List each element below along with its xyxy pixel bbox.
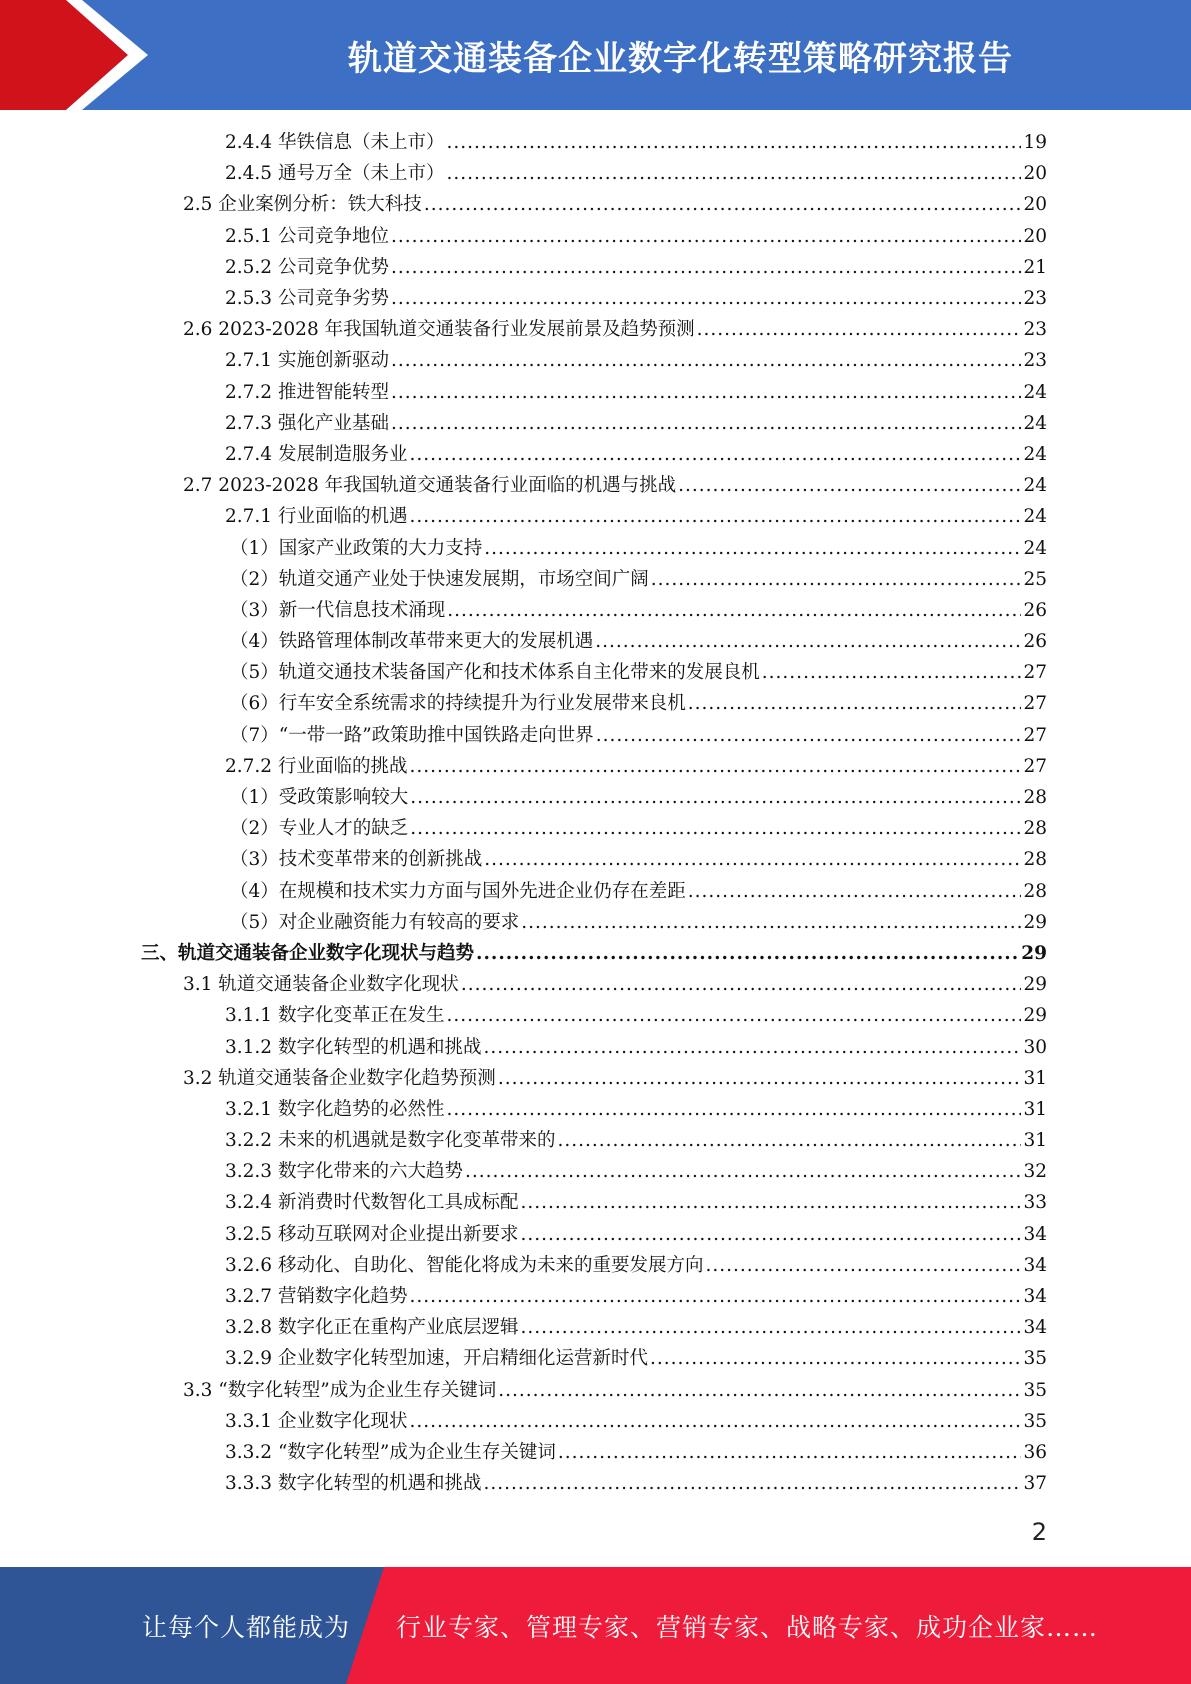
toc-leader-dots [705, 1250, 1021, 1281]
toc-entry-title: 2.5.2 公司竞争优势 [225, 256, 389, 278]
toc-entry-title: 3.3.3 数字化转型的机遇和挑战 [225, 1473, 482, 1495]
toc-leader-dots [498, 1375, 1021, 1406]
toc-entry-title: 3.2.9 企业数字化转型加速，开启精细化运营新时代 [225, 1348, 648, 1370]
toc-entry-page: 27 [1023, 755, 1047, 777]
toc-entry[interactable] [0, 1375, 1191, 1406]
toc-leader-dots [688, 688, 1022, 719]
toc-entry-title: 2.6 2023-2028 年我国轨道交通装备行业发展前景及趋势预测 [183, 319, 695, 341]
toc-entry-title: （5）对企业融资能力有较高的要求 [230, 911, 520, 933]
toc-leader-dots [424, 189, 1022, 220]
toc-leader-dots [558, 1437, 1022, 1468]
report-title: 轨道交通装备企业数字化转型策略研究报告 [348, 38, 1013, 79]
toc-leader-dots [520, 1187, 1021, 1218]
toc-entry-page: 33 [1023, 1192, 1047, 1214]
toc-entry-page: 24 [1023, 412, 1047, 434]
toc-entry-page: 25 [1023, 568, 1047, 590]
toc-entry-page: 28 [1023, 818, 1047, 840]
toc-leader-dots [520, 1312, 1021, 1343]
toc-entry-page: 30 [1023, 1036, 1047, 1058]
toc-entry[interactable] [0, 501, 1191, 532]
toc-entry-title: 2.7.3 强化产业基础 [225, 412, 389, 434]
header-banner [0, 0, 1191, 110]
toc-entry-page: 34 [1023, 1317, 1047, 1339]
toc-entry[interactable] [0, 252, 1191, 283]
toc-leader-dots [391, 221, 1021, 252]
toc-entry[interactable] [0, 938, 1191, 969]
toc-entry-page: 27 [1023, 662, 1047, 684]
toc-entry-title: 2.4.4 华铁信息（未上市） [225, 132, 445, 154]
toc-entry-title: （1）国家产业政策的大力支持 [230, 537, 483, 559]
toc-leader-dots [483, 1032, 1021, 1063]
toc-entry-title: 2.7.2 行业面临的挑战 [225, 755, 408, 777]
toc-entry-title: 2.5.1 公司竞争地位 [225, 225, 389, 247]
toc-entry-page: 32 [1023, 1161, 1047, 1183]
toc-entry[interactable] [0, 345, 1191, 376]
toc-leader-dots [447, 595, 1021, 626]
toc-entry[interactable] [0, 844, 1191, 875]
toc-leader-dots [410, 813, 1021, 844]
toc-entry-page: 29 [1023, 974, 1047, 996]
toc-entry-title: 3.2.6 移动化、自助化、智能化将成为未来的重要发展方向 [225, 1254, 704, 1276]
toc-entry-page: 28 [1023, 849, 1047, 871]
toc-entry-page: 29 [1023, 1005, 1047, 1027]
toc-entry-title: 2.7 2023-2028 年我国轨道交通装备行业面临的机遇与挑战 [183, 475, 677, 497]
toc-entry-title: 3.2.3 数字化带来的六大趋势 [225, 1161, 463, 1183]
toc-entry-page: 36 [1023, 1441, 1047, 1463]
toc-leader-dots [391, 345, 1021, 376]
toc-entry-page: 35 [1023, 1348, 1047, 1370]
footer-banner [0, 1567, 1191, 1684]
toc-entry-title: 2.7.1 实施创新驱动 [225, 350, 389, 372]
toc-entry[interactable] [0, 470, 1191, 501]
toc-entry-page: 29 [1023, 911, 1047, 933]
toc-entry-page: 37 [1023, 1473, 1047, 1495]
toc-entry-page: 34 [1023, 1286, 1047, 1308]
toc-entry-page: 27 [1023, 693, 1047, 715]
toc-leader-dots [596, 720, 1022, 751]
toc-entry-title: 3.2.5 移动互联网对企业提出新要求 [225, 1223, 519, 1245]
toc-entry-title: 3.3.1 企业数字化现状 [225, 1410, 408, 1432]
toc-entry-title: 3.2.7 营销数字化趋势 [225, 1286, 408, 1308]
toc-entry-page: 20 [1023, 194, 1047, 216]
toc-entry-page: 26 [1023, 599, 1047, 621]
toc-leader-dots [762, 657, 1022, 688]
toc-entry-page: 31 [1023, 1067, 1047, 1089]
toc-leader-dots [409, 1281, 1021, 1312]
toc-entry-title: （6）行车安全系统需求的持续提升为行业发展带来良机 [230, 693, 686, 715]
toc-entry-page: 31 [1023, 1098, 1047, 1120]
toc-leader-dots [697, 314, 1022, 345]
toc-entry[interactable] [0, 595, 1191, 626]
toc-entry-title: 3.1.2 数字化转型的机遇和挑战 [225, 1036, 482, 1058]
toc-leader-dots [461, 969, 1022, 1000]
toc-entry[interactable] [0, 439, 1191, 470]
toc-entry-title: 2.5 企业案例分析：铁大科技 [183, 194, 422, 216]
toc-entry[interactable] [0, 1281, 1191, 1312]
toc-entry[interactable] [0, 720, 1191, 751]
toc-leader-dots [409, 751, 1021, 782]
toc-entry[interactable] [0, 1343, 1191, 1374]
toc-entry-page: 24 [1023, 381, 1047, 403]
toc-entry-page: 24 [1023, 443, 1047, 465]
toc-entry[interactable] [0, 1031, 1191, 1062]
toc-entry[interactable] [0, 377, 1191, 408]
toc-leader-dots [650, 1343, 1021, 1374]
toc-entry[interactable] [0, 969, 1191, 1000]
toc-entry[interactable] [0, 1000, 1191, 1031]
toc-entry-title: 3.2.2 未来的机遇就是数字化变革带来的 [225, 1130, 556, 1152]
toc-entry-title: （2）专业人才的缺乏 [230, 818, 409, 840]
toc-entry-title: （5）轨道交通技术装备国产化和技术体系自主化带来的发展良机 [230, 662, 760, 684]
toc-entry-page: 28 [1023, 880, 1047, 902]
toc-entry[interactable] [0, 314, 1191, 345]
toc-entry-title: （4）在规模和技术实力方面与国外先进企业仍存在差距 [230, 880, 686, 902]
toc-entry-title: 2.7.1 行业面临的机遇 [225, 506, 408, 528]
toc-entry-title: 2.7.2 推进智能转型 [225, 381, 389, 403]
toc-entry-title: 3.1 轨道交通装备企业数字化现状 [183, 974, 459, 996]
toc-entry[interactable] [0, 1063, 1191, 1094]
toc-entry[interactable] [0, 1094, 1191, 1125]
toc-leader-dots [410, 782, 1021, 813]
toc-leader-dots [483, 1468, 1021, 1499]
toc-entry-page: 24 [1023, 506, 1047, 528]
red-arrow-decoration [0, 0, 160, 110]
toc-leader-dots [484, 844, 1021, 875]
toc-entry-title: 三、轨道交通装备企业数字化现状与趋势 [141, 942, 475, 964]
toc-leader-dots [391, 252, 1021, 283]
toc-entry[interactable] [0, 813, 1191, 844]
toc-entry-title: 2.7.4 发展制造服务业 [225, 443, 408, 465]
toc-leader-dots [409, 1406, 1021, 1437]
toc-entry[interactable] [0, 283, 1191, 314]
toc-entry-page: 31 [1023, 1130, 1047, 1152]
toc-leader-dots [484, 533, 1021, 564]
toc-entry-title: 3.2.4 新消费时代数智化工具成标配 [225, 1192, 519, 1214]
toc-leader-dots [446, 158, 1021, 189]
toc-entry-page: 34 [1023, 1254, 1047, 1276]
toc-entry-title: 3.3 “数字化转型”成为企业生存关键词 [183, 1379, 497, 1401]
toc-entry[interactable] [0, 564, 1191, 595]
toc-entry-title: 3.2 轨道交通装备企业数字化趋势预测 [183, 1067, 496, 1089]
toc-leader-dots [391, 377, 1021, 408]
toc-leader-dots [391, 408, 1021, 439]
toc-entry-page: 19 [1023, 132, 1047, 154]
toc-entry[interactable] [0, 1187, 1191, 1218]
toc-entry[interactable] [0, 1406, 1191, 1437]
toc-leader-dots [678, 470, 1021, 501]
toc-entry-page: 28 [1023, 787, 1047, 809]
toc-leader-dots [520, 1219, 1021, 1250]
toc-entry-page: 23 [1023, 288, 1047, 310]
toc-leader-dots [557, 1125, 1021, 1156]
toc-leader-dots [446, 1000, 1021, 1031]
footer-slogan-right: 行业专家、管理专家、营销专家、战略专家、成功企业家…… [396, 1612, 1099, 1642]
toc-entry-page: 27 [1023, 724, 1047, 746]
toc-entry-page: 35 [1023, 1410, 1047, 1432]
toc-leader-dots [498, 1063, 1022, 1094]
toc-entry-title: 2.5.3 公司竞争劣势 [225, 288, 389, 310]
toc-entry-page: 35 [1023, 1379, 1047, 1401]
toc-entry-title: 3.1.1 数字化变革正在发生 [225, 1005, 445, 1027]
toc-entry-page: 20 [1023, 225, 1047, 247]
toc-entry-title: （7）“一带一路”政策助推中国铁路走向世界 [230, 724, 594, 746]
toc-entry-page: 29 [1021, 942, 1047, 964]
toc-entry-title: 3.3.2 “数字化转型”成为企业生存关键词 [225, 1441, 556, 1463]
toc-leader-dots [446, 127, 1021, 158]
page-number: 2 [1031, 1518, 1047, 1546]
toc-entry-page: 26 [1023, 631, 1047, 653]
toc-leader-dots [476, 938, 1019, 969]
toc-entry[interactable] [0, 189, 1191, 220]
toc-entry[interactable] [0, 532, 1191, 563]
footer-slogan-left: 让每个人都能成为 [142, 1612, 351, 1642]
toc-entry-title: （2）轨道交通产业处于快速发展期，市场空间广阔 [230, 568, 649, 590]
toc-entry[interactable] [0, 158, 1191, 189]
toc-entry-page: 24 [1023, 475, 1047, 497]
table-of-contents [0, 127, 1191, 1499]
toc-entry-title: （3）新一代信息技术涌现 [230, 599, 446, 621]
toc-entry[interactable] [0, 1125, 1191, 1156]
toc-leader-dots [688, 876, 1022, 907]
toc-entry[interactable] [0, 1156, 1191, 1187]
toc-leader-dots [465, 1156, 1021, 1187]
toc-entry-title: 2.4.5 通号万全（未上市） [225, 163, 445, 185]
toc-entry-page: 20 [1023, 163, 1047, 185]
toc-entry-title: （1）受政策影响较大 [230, 787, 409, 809]
toc-entry-page: 34 [1023, 1223, 1047, 1245]
toc-entry[interactable] [0, 626, 1191, 657]
toc-entry-title: （4）铁路管理体制改革带来更大的发展机遇 [230, 631, 594, 653]
toc-entry[interactable] [0, 1312, 1191, 1343]
toc-entry-title: （3）技术变革带来的创新挑战 [230, 849, 483, 871]
toc-leader-dots [409, 501, 1021, 532]
toc-entry[interactable] [0, 782, 1191, 813]
toc-leader-dots [409, 439, 1021, 470]
toc-leader-dots [651, 564, 1022, 595]
toc-entry-title: 3.2.1 数字化趋势的必然性 [225, 1098, 445, 1120]
toc-entry-title: 3.2.8 数字化正在重构产业底层逻辑 [225, 1317, 519, 1339]
toc-entry[interactable] [0, 657, 1191, 688]
toc-entry[interactable] [0, 1437, 1191, 1468]
toc-entry[interactable] [0, 127, 1191, 158]
toc-leader-dots [521, 907, 1021, 938]
toc-entry[interactable] [0, 876, 1191, 907]
toc-entry[interactable] [0, 907, 1191, 938]
toc-leader-dots [595, 626, 1021, 657]
toc-entry[interactable] [0, 1250, 1191, 1281]
toc-entry[interactable] [0, 408, 1191, 439]
toc-entry[interactable] [0, 221, 1191, 252]
toc-entry[interactable] [0, 751, 1191, 782]
toc-entry[interactable] [0, 1468, 1191, 1499]
toc-entry-page: 24 [1023, 537, 1047, 559]
toc-entry-page: 23 [1023, 350, 1047, 372]
toc-entry-page: 21 [1023, 256, 1047, 278]
toc-leader-dots [446, 1094, 1021, 1125]
toc-entry[interactable] [0, 688, 1191, 719]
toc-leader-dots [391, 283, 1021, 314]
toc-entry[interactable] [0, 1219, 1191, 1250]
toc-entry-page: 23 [1023, 319, 1047, 341]
